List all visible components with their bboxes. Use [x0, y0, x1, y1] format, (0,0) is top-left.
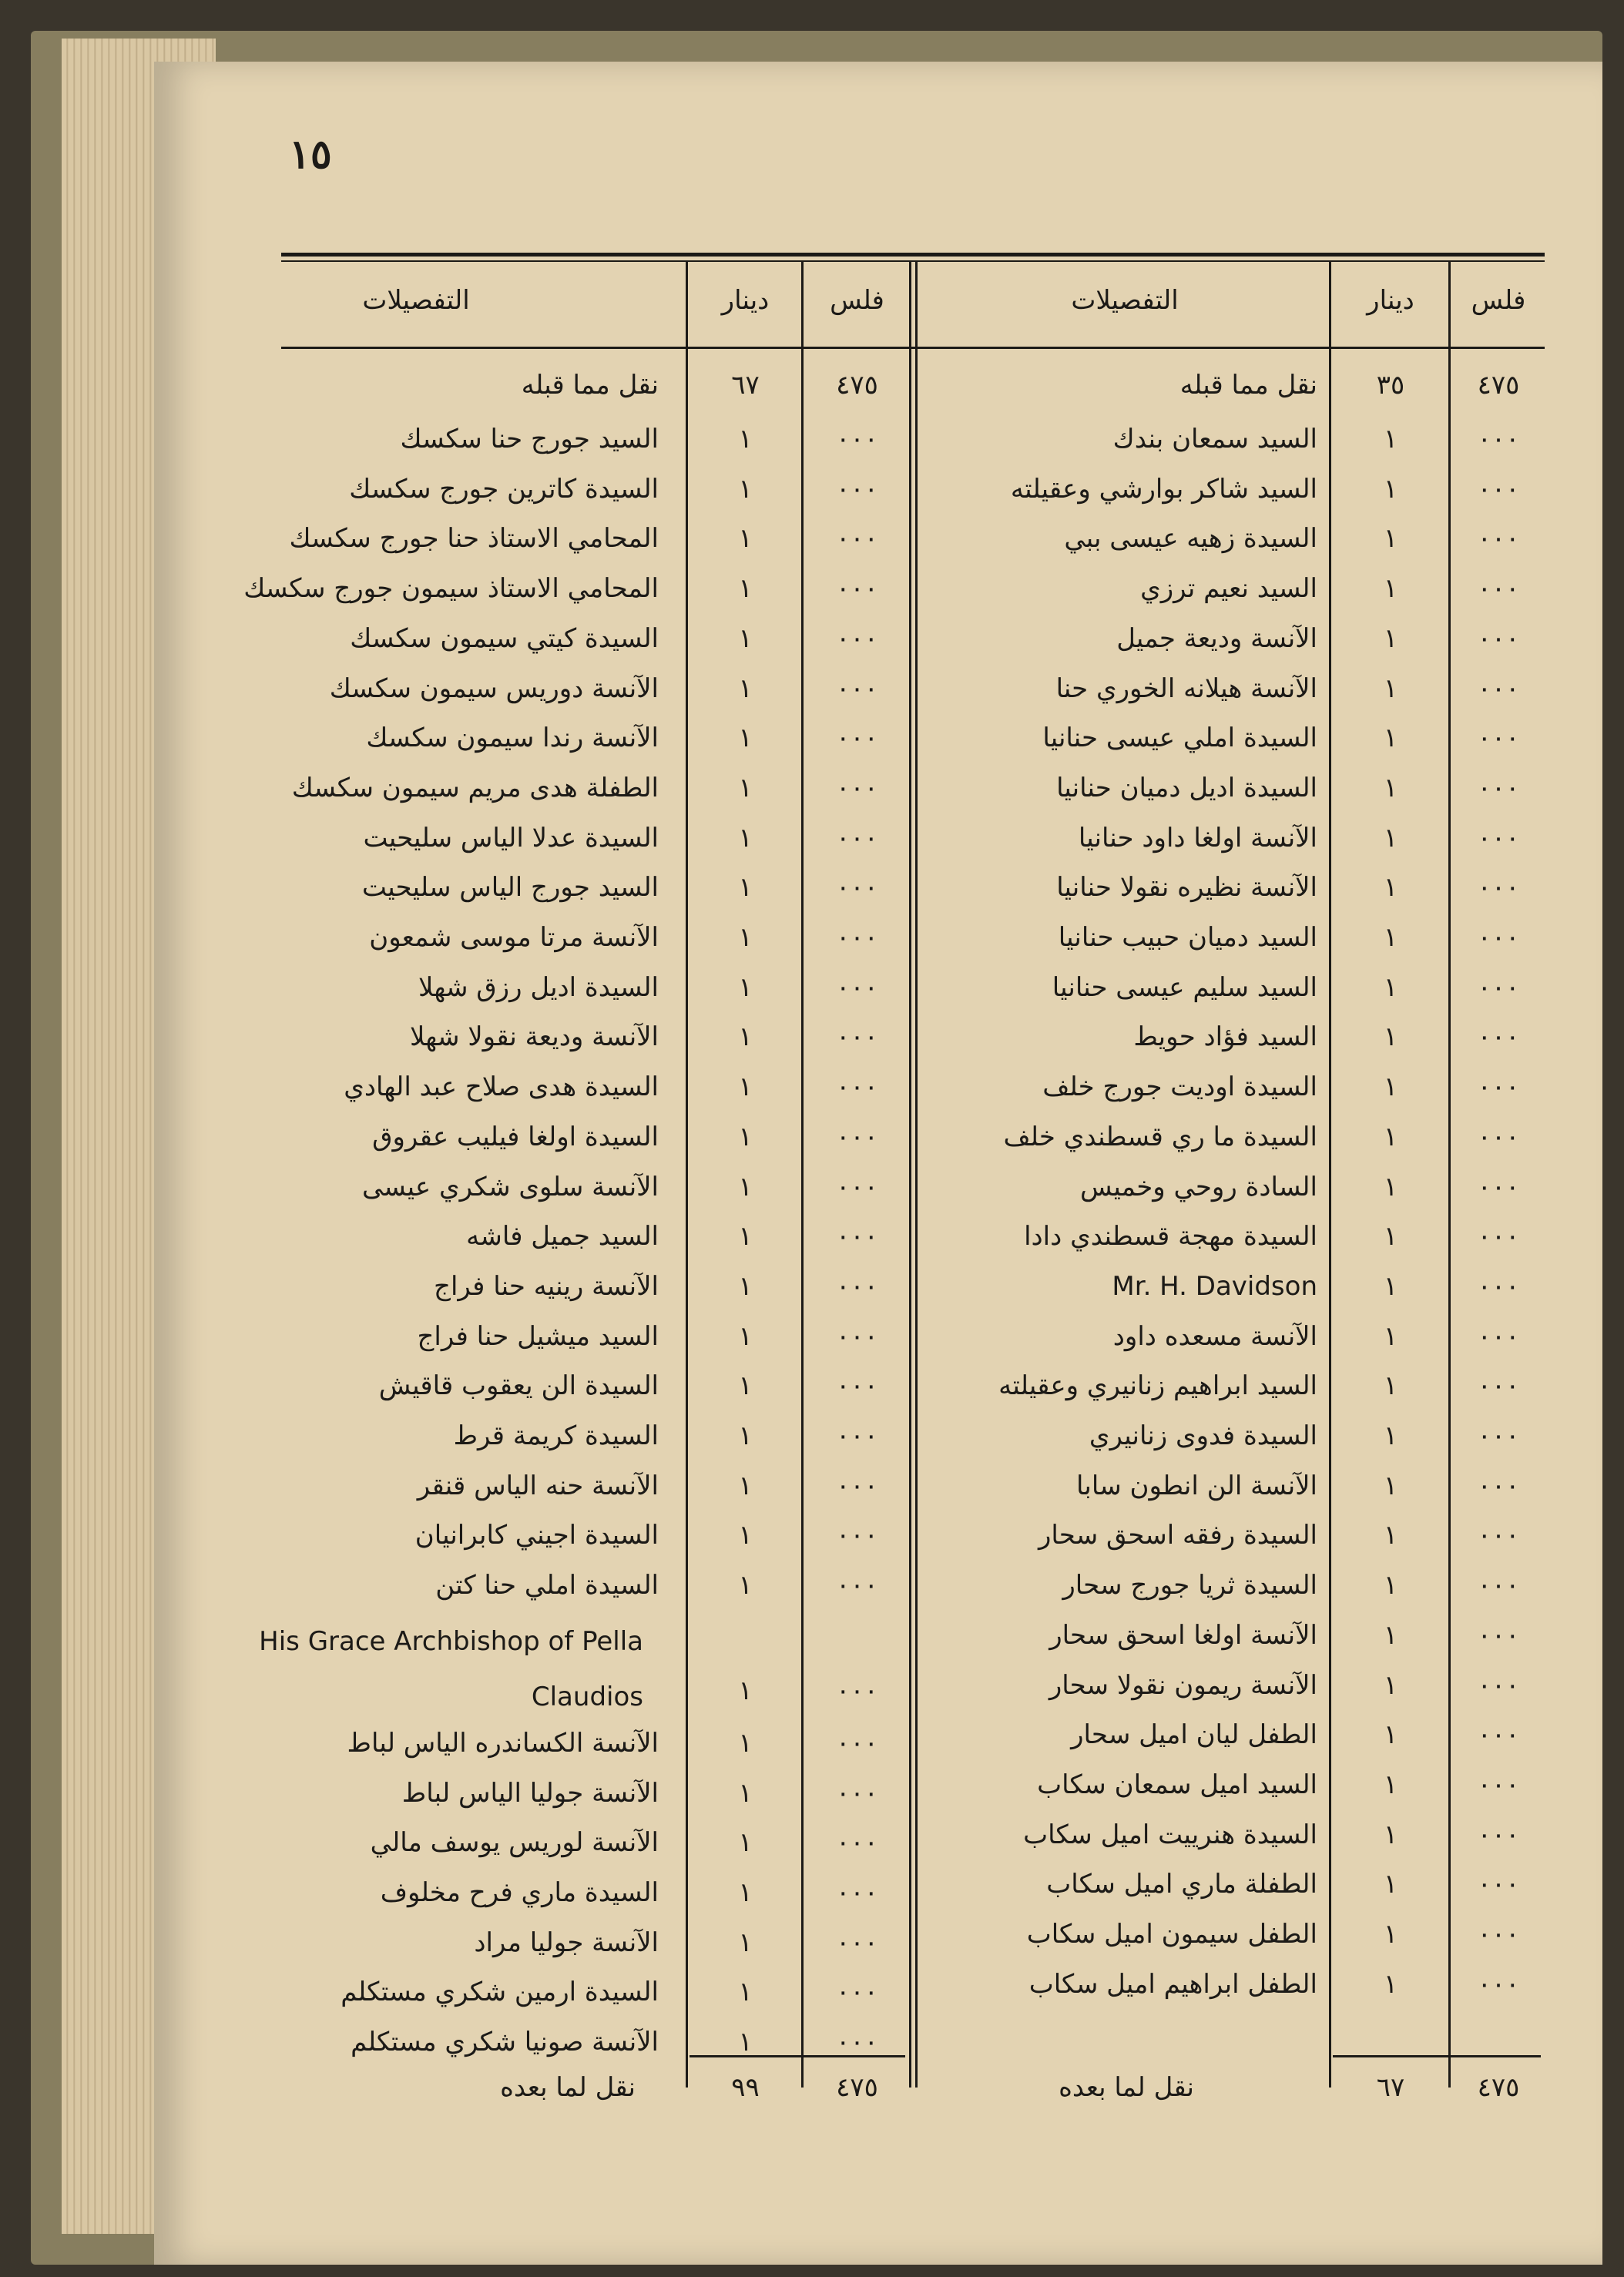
- right-row-name: السيد دميان حبيب حنانيا: [1058, 922, 1317, 953]
- left-row-dinar: ١: [738, 1927, 753, 1958]
- right-row-name: السيدة زهيه عيسى ببي: [1064, 523, 1317, 555]
- header-right-fils: فلس: [1471, 285, 1526, 316]
- right-row-fils: ٠٠٠: [1477, 523, 1520, 555]
- left-row-name: السيدة الن يعقوب قاقيش: [378, 1370, 659, 1402]
- left-row-name: السيدة اديل رزق شهلا: [418, 971, 659, 1003]
- left-row-name: السيدة ارمين شكري مستكلم: [341, 1977, 659, 2008]
- right-row-dinar: ١: [1383, 1021, 1398, 1053]
- left-row-dinar: ١: [738, 1777, 753, 1809]
- right-row-name: الآنسة ريمون نقولا سحار: [1049, 1669, 1317, 1701]
- left-row-dinar: ١: [738, 424, 753, 454]
- right-row-name: السيد ابراهيم زنانيري وعقيلته: [998, 1370, 1317, 1402]
- right-row-fils: ٠٠٠: [1477, 1270, 1520, 1302]
- left-row-name: السيدة اجيني كابرانيان: [414, 1520, 659, 1551]
- left-row-name: السيد ميشيل حنا فراج: [417, 1320, 659, 1352]
- right-row-name: السيد سليم عيسى حنانيا: [1052, 971, 1317, 1003]
- right-row-name: السيدة اديل دميان حنانيا: [1056, 772, 1317, 803]
- left-row-fils: ٠٠٠: [836, 1520, 878, 1551]
- left-row-dinar: ١: [738, 672, 753, 704]
- left-carried-forward-label: نقل مما قبله: [521, 370, 659, 401]
- right-row-fils: ٠٠٠: [1477, 723, 1520, 754]
- left-row-fils: ٠٠٠: [836, 1470, 878, 1501]
- page-number: ١٥: [289, 131, 332, 178]
- right-row-dinar: ١: [1383, 1520, 1398, 1551]
- right-row-fils: ٠٠٠: [1477, 473, 1520, 505]
- left-row-name: الآنسة رينيه حنا فراج: [434, 1270, 659, 1302]
- left-row-fils: ٠٠٠: [836, 1370, 878, 1402]
- right-row-name: الآنسة مسعده داود: [1112, 1320, 1317, 1352]
- column-divider: [1448, 262, 1451, 2088]
- right-row-fils: ٠٠٠: [1477, 872, 1520, 904]
- right-row-fils: ٠٠٠: [1477, 573, 1520, 605]
- right-carried-next-label: نقل لما بعده: [1059, 2072, 1194, 2103]
- right-row-fils: ٠٠٠: [1477, 1968, 1520, 2000]
- left-row-fils: ٠٠٠: [836, 473, 878, 505]
- right-carried-forward-label: نقل مما قبله: [1179, 370, 1317, 401]
- left-carried-next-dinar: ٩٩: [731, 2072, 760, 2103]
- right-row-fils: ٠٠٠: [1477, 1420, 1520, 1451]
- left-row-fils: ٠٠٠: [836, 1171, 878, 1202]
- right-row-fils: ٠٠٠: [1477, 1819, 1520, 1850]
- left-row-dinar: ١: [738, 622, 753, 654]
- left-row-name: الآنسة وديعة نقولا شهلا: [410, 1021, 659, 1053]
- left-row-dinar: ١: [738, 1021, 753, 1053]
- left-row-dinar: ١: [738, 1320, 753, 1352]
- left-row-fils: ٠٠٠: [836, 1727, 878, 1759]
- right-row-dinar: ١: [1383, 1221, 1398, 1253]
- table-divider: [915, 262, 918, 2088]
- right-row-name: السيدة اوديت جورج خلف: [1042, 1071, 1317, 1103]
- left-row-fils: ٠٠٠: [836, 1270, 878, 1302]
- left-row-name: المحامي الاستاذ حنا جورج سكسك: [289, 523, 659, 555]
- left-row-name: السيد جميل فاشه: [466, 1221, 659, 1253]
- right-row-name: الطفل سيمون اميل سكاب: [1026, 1919, 1317, 1950]
- right-row-name: الآنسة هيلانه الخوري حنا: [1055, 672, 1317, 704]
- left-row-name: الآنسة صونيا شكري مستكلم: [351, 2027, 659, 2057]
- right-row-name: السيدة ما ري قسطندي خلف: [1003, 1121, 1317, 1152]
- left-row-dinar: ١: [738, 1370, 753, 1402]
- right-row-name: السيدة ثريا جورج سحار: [1062, 1570, 1317, 1601]
- left-row-dinar: ١: [738, 1121, 753, 1152]
- right-row-name: الطفل ليان اميل سحار: [1071, 1719, 1317, 1751]
- right-row-dinar: ١: [1383, 723, 1398, 754]
- right-row-dinar: ١: [1383, 1370, 1398, 1402]
- right-row-fils: ٠٠٠: [1477, 672, 1520, 704]
- left-row-fils: ٠٠٠: [836, 1927, 878, 1958]
- left-row-name: السيد جورج الياس سليحيت: [361, 872, 659, 904]
- right-carried-next-fils: ٤٧٥: [1477, 2072, 1520, 2103]
- left-row-name: السيدة ماري فرح مخلوف: [380, 1876, 659, 1908]
- column-divider: [1329, 262, 1331, 2088]
- right-row-dinar: ١: [1383, 1121, 1398, 1152]
- right-row-fils: ٠٠٠: [1477, 922, 1520, 953]
- right-row-fils: ٠٠٠: [1477, 424, 1520, 454]
- left-row-name: الطفلة هدى مريم سيمون سكسك: [291, 772, 659, 803]
- right-row-dinar: ١: [1383, 1669, 1398, 1701]
- left-row-dinar: ١: [738, 822, 753, 853]
- left-row-name: الآنسة لوريس يوسف مالي: [370, 1827, 659, 1859]
- right-row-name: الآنسة الن انطون سابا: [1076, 1470, 1317, 1501]
- left-row-dinar: ١: [738, 922, 753, 953]
- left-row-name: الآنسة حنه الياس قنقر: [417, 1470, 659, 1501]
- right-row-dinar: ١: [1383, 1619, 1398, 1651]
- left-row-fils: ٠٠٠: [836, 1320, 878, 1352]
- right-row-dinar: ١: [1383, 922, 1398, 953]
- right-row-fils: ٠٠٠: [1477, 1221, 1520, 1253]
- left-row-fils: ٠٠٠: [836, 1977, 878, 2008]
- left-row-fils: ٠٠٠: [836, 1021, 878, 1053]
- left-row-dinar: ١: [738, 1675, 753, 1706]
- right-row-name: السيد اميل سمعان سكاب: [1037, 1769, 1317, 1800]
- right-row-dinar: ١: [1383, 1719, 1398, 1751]
- right-row-fils: ٠٠٠: [1477, 1021, 1520, 1053]
- right-row-fils: ٠٠٠: [1477, 1919, 1520, 1950]
- right-row-dinar: ١: [1383, 1071, 1398, 1103]
- table-divider: [909, 262, 911, 2088]
- right-row-fils: ٠٠٠: [1477, 1470, 1520, 1501]
- left-row-dinar: ١: [738, 1570, 753, 1601]
- right-row-name: Mr. H. Davidson: [1112, 1270, 1317, 1302]
- left-row-dinar: ١: [738, 971, 753, 1003]
- right-carried-forward-fils: ٤٧٥: [1477, 370, 1520, 401]
- right-row-fils: ٠٠٠: [1477, 1171, 1520, 1202]
- left-row-dinar: ١: [738, 1977, 753, 2008]
- right-row-dinar: ١: [1383, 1570, 1398, 1601]
- left-row-dinar: ١: [738, 1727, 753, 1759]
- right-row-name: السيدة مهجة قسطندي دادا: [1024, 1221, 1317, 1253]
- left-row-fils: ٠٠٠: [836, 424, 878, 454]
- right-carried-next-dinar: ٦٧: [1376, 2072, 1405, 2103]
- left-row-dinar: ١: [738, 1171, 753, 1202]
- left-row-fils: ٠٠٠: [836, 971, 878, 1003]
- right-row-dinar: ١: [1383, 672, 1398, 704]
- left-row-name: السيدة كريمة قرط: [453, 1420, 659, 1451]
- left-row-name: الآنسة الكساندره الياس لباط: [347, 1727, 659, 1759]
- left-row-fils: ٠٠٠: [836, 1876, 878, 1908]
- right-row-name: السيدة رفقه اسحق سحار: [1038, 1520, 1317, 1551]
- left-row-fils: ٠٠٠: [836, 1121, 878, 1152]
- right-row-fils: ٠٠٠: [1477, 1570, 1520, 1601]
- right-row-dinar: ١: [1383, 523, 1398, 555]
- header-left-details: التفصيلات: [362, 285, 470, 316]
- right-carried-forward-dinar: ٣٥: [1376, 370, 1405, 401]
- left-row-fils: ٠٠٠: [836, 1675, 878, 1706]
- ledger-page: [154, 62, 1602, 2265]
- right-row-name: الطفل ابراهيم اميل سكاب: [1028, 1968, 1317, 2000]
- header-left-fils: فلس: [830, 285, 884, 316]
- left-row-name: السيدة هدى صلاح عبد الهادي: [344, 1071, 659, 1103]
- left-row-dinar: ١: [738, 1221, 753, 1253]
- left-carried-next-fils: ٤٧٥: [836, 2072, 878, 2103]
- left-row-dinar: ١: [738, 1071, 753, 1103]
- top-rule: [281, 253, 1545, 257]
- left-row-name: السيدة كاترين جورج سكسك: [349, 473, 659, 505]
- right-row-name: السيد نعيم ترزي: [1140, 573, 1317, 605]
- right-row-fils: ٠٠٠: [1477, 1619, 1520, 1651]
- left-row-dinar: ١: [738, 2027, 753, 2057]
- right-row-dinar: ١: [1383, 622, 1398, 654]
- left-row-fils: ٠٠٠: [836, 772, 878, 803]
- left-row-name: الآنسة دوريس سيمون سكسك: [329, 672, 659, 704]
- left-row-fils: ٠٠٠: [836, 523, 878, 555]
- column-divider: [686, 262, 688, 2088]
- left-row-fils: ٠٠٠: [836, 922, 878, 953]
- header-right-dinar: دينار: [1367, 285, 1414, 316]
- left-row-fils: ٠٠٠: [836, 1777, 878, 1809]
- left-row-name: السيدة املي حنا كتن: [435, 1570, 659, 1601]
- left-row-fils: ٠٠٠: [836, 1570, 878, 1601]
- left-row-name: الآنسة جوليا الياس لباط: [401, 1777, 659, 1809]
- right-row-dinar: ١: [1383, 1270, 1398, 1302]
- left-row-name: His Grace Archbishop of Pella Claudios: [259, 1625, 643, 1712]
- left-row-fils: ٠٠٠: [836, 1827, 878, 1859]
- left-row-dinar: ١: [738, 523, 753, 555]
- left-row-fils: ٠٠٠: [836, 2027, 878, 2057]
- right-row-fils: ٠٠٠: [1477, 1769, 1520, 1800]
- right-row-fils: ٠٠٠: [1477, 1370, 1520, 1402]
- right-row-dinar: ١: [1383, 424, 1398, 454]
- left-row-dinar: ١: [738, 1470, 753, 1501]
- right-row-fils: ٠٠٠: [1477, 1520, 1520, 1551]
- right-row-name: السيد سمعان بندك: [1112, 424, 1317, 454]
- left-row-fils: ٠٠٠: [836, 1071, 878, 1103]
- right-row-fils: ٠٠٠: [1477, 622, 1520, 654]
- left-row-dinar: ١: [738, 473, 753, 505]
- right-row-name: الآنسة نظيره نقولا حنانيا: [1056, 872, 1317, 904]
- left-row-dinar: ١: [738, 1270, 753, 1302]
- left-row-fils: ٠٠٠: [836, 822, 878, 853]
- header-left-dinar: دينار: [721, 285, 770, 316]
- right-row-name: السيد شاكر بوارشي وعقيلته: [1010, 473, 1317, 505]
- left-row-dinar: ١: [738, 1520, 753, 1551]
- right-row-dinar: ١: [1383, 872, 1398, 904]
- right-row-name: الآنسة اولغا داود حنانيا: [1078, 822, 1317, 853]
- right-row-name: السيدة فدوى زنانيري: [1089, 1420, 1317, 1451]
- left-row-name: السيد جورج حنا سكسك: [400, 424, 659, 454]
- right-row-dinar: ١: [1383, 772, 1398, 803]
- right-row-dinar: ١: [1383, 573, 1398, 605]
- right-row-fils: ٠٠٠: [1477, 1669, 1520, 1701]
- left-row-fils: ٠٠٠: [836, 622, 878, 654]
- right-row-name: السيدة املي عيسى حنانيا: [1042, 723, 1317, 754]
- top-rule-thin: [281, 260, 1545, 262]
- right-row-fils: ٠٠٠: [1477, 1071, 1520, 1103]
- right-row-dinar: ١: [1383, 1968, 1398, 2000]
- right-row-dinar: ١: [1383, 1819, 1398, 1850]
- left-row-name: السيدة عدلا الياس سليحيت: [363, 822, 659, 853]
- right-row-fils: ٠٠٠: [1477, 822, 1520, 853]
- left-carried-forward-fils: ٤٧٥: [836, 370, 878, 401]
- left-row-name: السيدة كيتي سيمون سكسك: [350, 622, 659, 654]
- right-row-name: السيدة هنرييت اميل سكاب: [1023, 1819, 1317, 1850]
- right-row-name: الآنسة وديعة جميل: [1116, 622, 1317, 654]
- left-row-dinar: ١: [738, 772, 753, 803]
- right-row-fils: ٠٠٠: [1477, 1121, 1520, 1152]
- header-right-details: التفصيلات: [1071, 285, 1179, 316]
- left-row-fils: ٠٠٠: [836, 1221, 878, 1253]
- right-footer-rule: [1333, 2055, 1541, 2057]
- left-row-dinar: ١: [738, 1876, 753, 1908]
- left-row-name: الآنسة رندا سيمون سكسك: [366, 723, 659, 754]
- right-row-dinar: ١: [1383, 1470, 1398, 1501]
- right-row-fils: ٠٠٠: [1477, 1719, 1520, 1751]
- right-row-name: السادة روحي وخميس: [1080, 1171, 1317, 1202]
- left-row-dinar: ١: [738, 723, 753, 754]
- right-row-name: السيد فؤاد حويط: [1133, 1021, 1317, 1053]
- column-divider: [801, 262, 804, 2088]
- right-row-dinar: ١: [1383, 1420, 1398, 1451]
- right-row-fils: ٠٠٠: [1477, 772, 1520, 803]
- right-row-dinar: ١: [1383, 1320, 1398, 1352]
- right-row-dinar: ١: [1383, 822, 1398, 853]
- right-row-dinar: ١: [1383, 971, 1398, 1003]
- right-row-dinar: ١: [1383, 1769, 1398, 1800]
- left-carried-next-label: نقل لما بعده: [500, 2072, 636, 2103]
- left-row-name: السيدة اولغا فيليب عقروق: [372, 1121, 659, 1152]
- left-row-name: الآنسة مرتا موسى شمعون: [369, 922, 659, 953]
- left-row-fils: ٠٠٠: [836, 1420, 878, 1451]
- left-row-fils: ٠٠٠: [836, 872, 878, 904]
- left-row-fils: ٠٠٠: [836, 723, 878, 754]
- left-row-dinar: ١: [738, 872, 753, 904]
- right-row-fils: ٠٠٠: [1477, 1320, 1520, 1352]
- right-row-name: الطفلة ماري اميل سكاب: [1046, 1869, 1317, 1900]
- right-row-fils: ٠٠٠: [1477, 1869, 1520, 1900]
- right-row-name: الآنسة اولغا اسحق سحار: [1049, 1619, 1317, 1651]
- left-row-name: المحامي الاستاذ سيمون جورج سكسك: [243, 573, 659, 605]
- left-carried-forward-dinar: ٦٧: [731, 370, 760, 401]
- right-row-dinar: ١: [1383, 1919, 1398, 1950]
- right-row-dinar: ١: [1383, 1171, 1398, 1202]
- left-row-fils: ٠٠٠: [836, 672, 878, 704]
- left-row-name: الآنسة سلوى شكري عيسى: [361, 1171, 659, 1202]
- right-row-fils: ٠٠٠: [1477, 971, 1520, 1003]
- left-row-dinar: ١: [738, 573, 753, 605]
- left-row-fils: ٠٠٠: [836, 573, 878, 605]
- right-row-dinar: ١: [1383, 1869, 1398, 1900]
- header-rule: [281, 347, 1545, 349]
- left-row-name: الآنسة جوليا مراد: [474, 1927, 659, 1958]
- left-row-dinar: ١: [738, 1827, 753, 1859]
- left-row-dinar: ١: [738, 1420, 753, 1451]
- right-row-dinar: ١: [1383, 473, 1398, 505]
